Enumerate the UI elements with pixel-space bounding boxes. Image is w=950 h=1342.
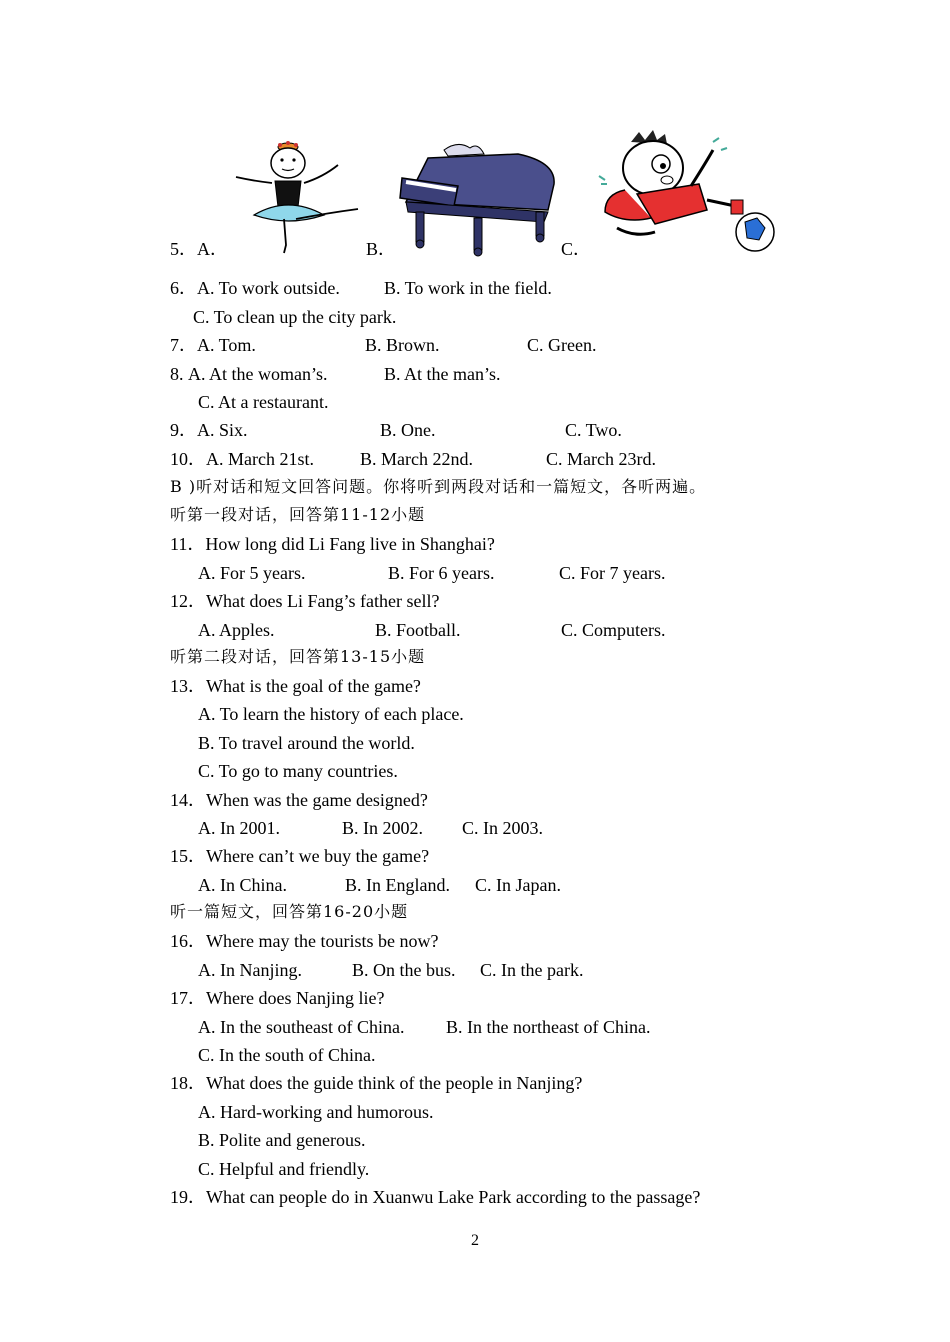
q14-number: 14． xyxy=(170,790,206,810)
q10-option-c: C. March 23rd. xyxy=(546,449,656,469)
q17-option-b: B. In the northeast of China. xyxy=(446,1017,651,1037)
q6-number: 6． xyxy=(170,278,197,298)
q15-stem-line xyxy=(170,845,429,867)
q6-option-a: A. To work outside. xyxy=(197,278,340,298)
q12-option-c: C. Computers. xyxy=(561,620,666,640)
q12-stem-line xyxy=(170,590,439,612)
q13-stem-line xyxy=(170,675,421,697)
q12-option-b: B. Football. xyxy=(375,620,461,640)
q5-line xyxy=(170,238,228,260)
q19-stem-line xyxy=(170,1186,700,1208)
section-b-instruction: B )听对话和短文回答问题。你将听到两段对话和一篇短文，各听两遍。 xyxy=(170,477,707,496)
q7-option-b: B. Brown. xyxy=(365,335,440,355)
q5-option-a: A． xyxy=(197,239,228,259)
q15-option-c: C. In Japan. xyxy=(475,875,561,895)
ballerina-image xyxy=(228,135,368,260)
q6-line xyxy=(170,277,340,299)
q16-number: 16． xyxy=(170,931,206,951)
q9-number: 9． xyxy=(170,420,197,440)
q8-option-a: A. At the woman’s. xyxy=(188,364,328,384)
q18-option-c: C. Helpful and friendly. xyxy=(198,1159,370,1179)
q11-option-c: C. For 7 years. xyxy=(559,563,666,583)
q13-option-b: B. To travel around the world. xyxy=(198,733,415,753)
q17-stem: Where does Nanjing lie? xyxy=(206,988,385,1008)
piano-image xyxy=(398,140,558,258)
q16-option-b: B. On the bus. xyxy=(352,960,456,980)
q11-option-a: A. For 5 years. xyxy=(198,563,306,583)
q7-number: 7． xyxy=(170,335,197,355)
q12-option-a: A. Apples. xyxy=(198,620,275,640)
page-number: 2 xyxy=(471,1232,479,1249)
q8-number: 8. xyxy=(170,364,184,384)
q16-stem-line xyxy=(170,930,438,952)
q10-option-a: A. March 21st. xyxy=(206,449,314,469)
q9-line xyxy=(170,419,248,441)
q6-option-c: C. To clean up the city park. xyxy=(193,307,397,327)
q11-option-b: B. For 6 years. xyxy=(388,563,495,583)
q15-option-a: A. In China. xyxy=(198,875,287,895)
q14-option-a: A. In 2001. xyxy=(198,818,280,838)
q9-option-c: C. Two. xyxy=(565,420,622,440)
q16-option-a: A. In Nanjing. xyxy=(198,960,302,980)
q18-stem-line xyxy=(170,1072,582,1094)
passage-instruction: 听一篇短文，回答第16-20小题 xyxy=(170,902,409,921)
q14-stem-line xyxy=(170,789,428,811)
q19-number: 19． xyxy=(170,1187,206,1207)
q7-option-a: A. Tom. xyxy=(197,335,256,355)
q13-option-c: C. To go to many countries. xyxy=(198,761,398,781)
q7-line xyxy=(170,334,256,356)
q9-option-b: B. One. xyxy=(380,420,436,440)
q11-stem-line xyxy=(170,533,495,555)
dialog-1-instruction: 听第一段对话，回答第11-12小题 xyxy=(170,505,426,524)
q13-stem: What is the goal of the game? xyxy=(206,676,421,696)
q16-option-c: C. In the park. xyxy=(480,960,584,980)
q18-option-a: A. Hard-working and humorous. xyxy=(198,1102,434,1122)
q8-option-b: B. At the man’s. xyxy=(384,364,501,384)
q9-option-a: A. Six. xyxy=(197,420,248,440)
q14-stem: When was the game designed? xyxy=(206,790,428,810)
q11-stem: How long did Li Fang live in Shanghai? xyxy=(205,534,495,554)
q17-option-c: C. In the south of China. xyxy=(198,1045,376,1065)
q15-option-b: B. In England. xyxy=(345,875,450,895)
q11-number: 11． xyxy=(170,534,206,554)
q19-stem: What can people do in Xuanwu Lake Park according to the passage? xyxy=(206,1187,701,1207)
q5-number: 5． xyxy=(170,239,197,259)
q7-option-c: C. Green. xyxy=(527,335,597,355)
q17-option-a: A. In the southeast of China. xyxy=(198,1017,405,1037)
q10-option-b: B. March 22nd. xyxy=(360,449,473,469)
q13-number: 13． xyxy=(170,676,206,696)
q16-stem: Where may the tourists be now? xyxy=(206,931,439,951)
q15-stem: Where can’t we buy the game? xyxy=(206,846,430,866)
q18-number: 18． xyxy=(170,1073,206,1093)
q17-number: 17． xyxy=(170,988,206,1008)
q14-option-c: C. In 2003. xyxy=(462,818,543,838)
q18-option-b: B. Polite and generous. xyxy=(198,1130,366,1150)
q5-option-b: B． xyxy=(366,239,397,259)
q10-number: 10． xyxy=(170,449,206,469)
soccer-player-image xyxy=(595,128,780,256)
q8-option-c: C. At a restaurant. xyxy=(198,392,329,412)
q17-stem-line xyxy=(170,987,384,1009)
q13-option-a: A. To learn the history of each place. xyxy=(198,704,464,724)
q6-option-b: B. To work in the field. xyxy=(384,278,552,298)
q18-stem: What does the guide think of the people in Nanjing? xyxy=(206,1073,583,1093)
q12-stem: What does Li Fang’s father sell? xyxy=(206,591,440,611)
q14-option-b: B. In 2002. xyxy=(342,818,423,838)
q8-line xyxy=(170,363,328,385)
dialog-2-instruction: 听第二段对话，回答第13-15小题 xyxy=(170,647,426,666)
q12-number: 12． xyxy=(170,591,206,611)
q10-line xyxy=(170,448,314,470)
q15-number: 15． xyxy=(170,846,206,866)
q5-option-c: C． xyxy=(561,239,592,259)
